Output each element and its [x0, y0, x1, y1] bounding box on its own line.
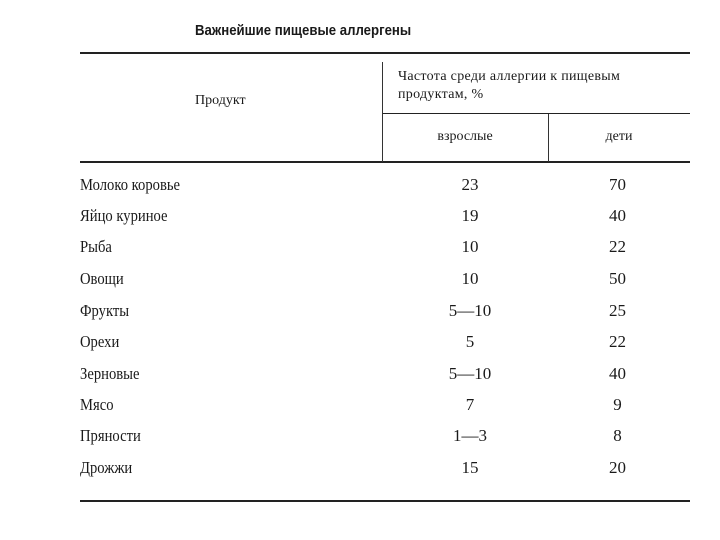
table-row	[80, 269, 690, 291]
cell-adults: 10	[461, 237, 479, 256]
cell-children: 50	[609, 269, 626, 288]
cell-children: 40	[609, 206, 626, 225]
table-row	[80, 458, 690, 480]
cell-product: Фрукты	[80, 301, 130, 320]
cell-children: 20	[609, 458, 626, 477]
cell-adults: 10	[461, 269, 479, 288]
cell-children: 9	[613, 395, 622, 414]
column-divider-product	[382, 62, 383, 162]
cell-adults: 5	[465, 332, 475, 351]
cell-adults: 23	[461, 175, 479, 194]
cell-product: Дрожжи	[80, 458, 133, 477]
header-children: дети	[605, 129, 633, 144]
header-adults: взрослые	[437, 129, 493, 144]
cell-adults: 19	[461, 206, 479, 225]
table-row	[80, 175, 690, 197]
header-mid-rule	[382, 113, 690, 114]
cell-product: Мясо	[80, 395, 114, 414]
table-row	[80, 237, 690, 259]
table-row	[80, 206, 690, 228]
bottom-rule	[80, 500, 690, 502]
cell-adults: 5—10	[448, 364, 492, 383]
cell-adults: 5—10	[448, 301, 492, 320]
table-row	[80, 301, 690, 323]
header-product: Продукт	[195, 93, 246, 108]
cell-children: 25	[609, 301, 626, 320]
cell-adults: 7	[465, 395, 475, 414]
cell-product: Яйцо куриное	[80, 206, 168, 225]
cell-children: 22	[609, 237, 626, 256]
cell-product: Орехи	[80, 332, 120, 351]
cell-children: 22	[609, 332, 626, 351]
table-row	[80, 426, 690, 448]
cell-product: Овощи	[80, 269, 124, 288]
cell-children: 8	[613, 426, 622, 445]
top-rule	[80, 52, 690, 54]
header-frequency: Частота среди аллергии к пищевым продуктам, %	[398, 69, 621, 102]
cell-product: Зерновые	[80, 364, 140, 383]
table-row	[80, 395, 690, 417]
cell-children: 70	[609, 175, 626, 194]
cell-children: 40	[609, 364, 626, 383]
cell-product: Пряности	[80, 426, 141, 445]
cell-product: Рыба	[80, 237, 112, 256]
cell-product: Молоко коровье	[80, 175, 181, 194]
cell-adults: 1—3	[453, 426, 487, 445]
table-row	[80, 332, 690, 354]
table-title: Важнейшие пищевые аллергены	[195, 22, 412, 39]
cell-adults: 15	[461, 458, 479, 477]
header-bottom-rule	[80, 161, 690, 163]
table-row	[80, 364, 690, 386]
